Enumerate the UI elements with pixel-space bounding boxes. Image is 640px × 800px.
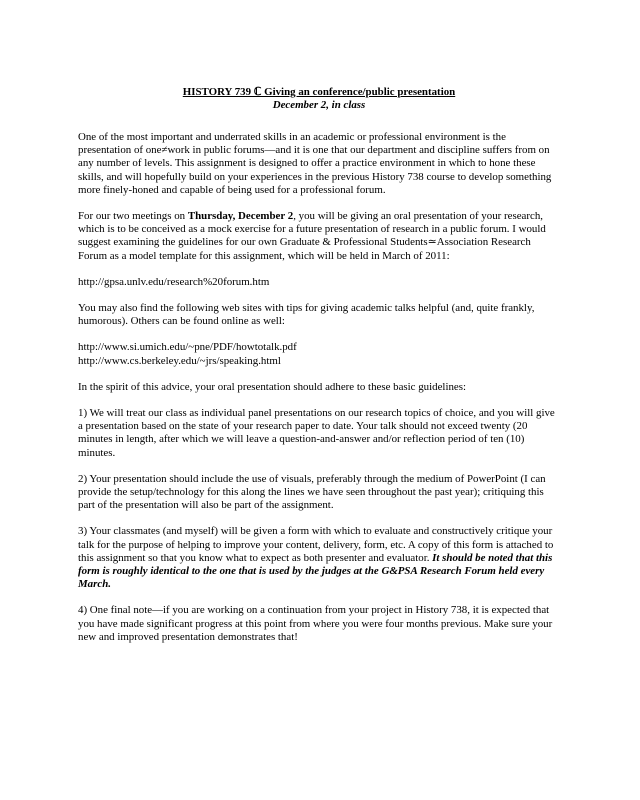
forum-url: http://gpsa.unlv.edu/research%20forum.htm xyxy=(78,275,270,288)
guideline-3-note: It should be noted that this form is roughly identical to the one that is used by the judges at the G&PSA Research Forum held every March. xyxy=(78,551,553,591)
guideline-1: 1) We will treat our class as individual panel presentations on our research topics of choice, and you will give a presentation based on the state of your research paper to date. Your talk should not exceed twenty (20 minutes in length, after which we will leave a question-and-answer and/or reflection period of ten (10) minutes. xyxy=(78,407,555,459)
document-content xyxy=(78,86,560,657)
guideline-3 xyxy=(78,525,560,591)
meeting-paragraph-rest: , you will be giving an oral presentation of your research, which is to be conceived as a mock exercise for a future presentation of research in a public forum. I would suggest examining the guidelines for our own Graduate & Professional Students≃Association Research Forum as a model template for this assignment, which will be held in March of 2011: xyxy=(78,210,546,262)
resources-paragraph: You may also find the following web sites with tips for giving academic talks helpful (and, quite frankly, humorous). Others can be found online as well: xyxy=(78,302,535,328)
guideline-3-text: 3) Your classmates (and myself) will be given a form with which to evaluate and constructively critique your talk for the purpose of helping to improve your content, delivery, form, etc. A copy of this form is attached to this assignment so that you know what to expect as both presenter and evaluator. xyxy=(78,525,554,564)
guideline-2: 2) Your presentation should include the use of visuals, preferably through the medium of PowerPoint (I can provide the setup/technology for this along the lines we have seen throughout the past year); critiquing this part of the presentation will also be part of the assignment. xyxy=(78,472,546,512)
meeting-date: Thursday, December 2 xyxy=(187,210,294,223)
meeting-paragraph-lead: For our two meetings on xyxy=(78,210,188,223)
intro-paragraph: One of the most important and underrated skills in an academic or professional environment is the presentation of one≠work in public forums—and it is one that our department and discipline suffers from on any number of levels. This assignment is designed to offer a practice environment in which to hone these skills, and will hopefully build on your experiences in the previous History 738 course to develop something more finely-honed and capable of being used for a professional forum. xyxy=(78,131,552,196)
resource-url-umich: http://www.si.umich.edu/~pne/PDF/howtotalk.pdf xyxy=(78,341,297,354)
guidelines-intro: In the spirit of this advice, your oral presentation should adhere to these basic guidelines: xyxy=(78,380,467,393)
document-title: HISTORY 739 ℂ Giving an conference/public presentation xyxy=(182,86,456,98)
guideline-4: 4) One final note—if you are working on a continuation from your project in History 738, it is expected that you have made significant progress at this point from where you were four months previous. Make sure your new and improved presentation demonstrates that! xyxy=(78,604,553,643)
meeting-paragraph xyxy=(78,210,560,263)
forum-url-block xyxy=(78,276,560,289)
resource-urls xyxy=(78,341,560,367)
title-block xyxy=(78,86,560,112)
resource-url-berkeley: http://www.cs.berkeley.edu/~jrs/speaking.html xyxy=(78,354,281,367)
document-subtitle: December 2, in class xyxy=(272,99,366,111)
